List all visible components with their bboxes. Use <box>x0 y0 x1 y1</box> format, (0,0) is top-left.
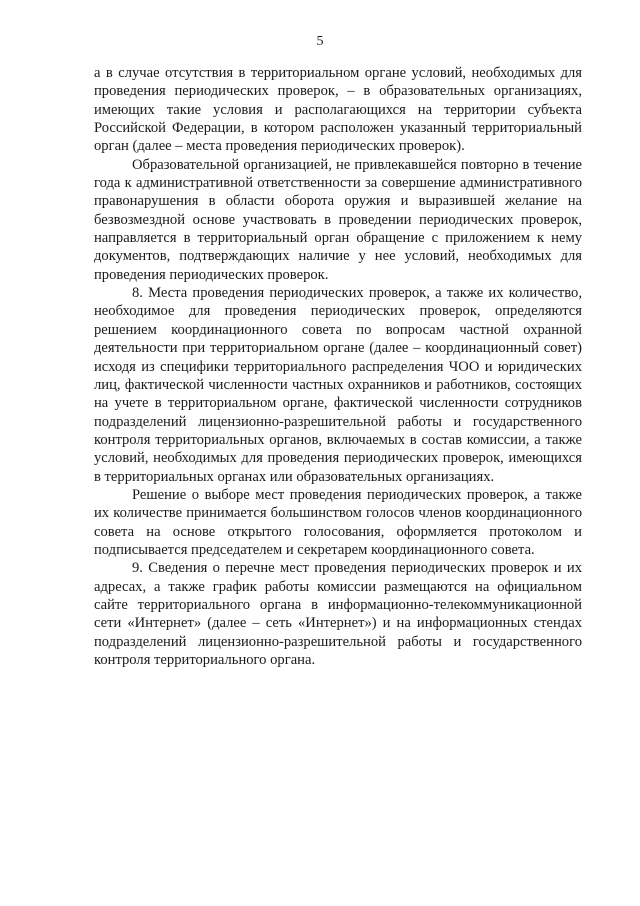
paragraph-2: Образовательной организацией, не привлекавшейся повторно в течение года к административной ответственности за совершение административного правонарушения в области оборота оружия и выразившей желание на безвозмездной основе участвовать в проведении периодических проверок, направляется в территориальный орган обращение с приложением к нему документов, подтверждающих наличие у нее условий, необходимых для проведения периодических проверок. <box>94 156 582 283</box>
paragraph-4: Решение о выборе мест проведения периодических проверок, а также их количестве принимается большинством голосов членов координационного совета на основе открытого голосования, оформляется протоколом и подписывается председателем и секретарем координационного совета. <box>94 486 582 558</box>
page-number: 5 <box>316 34 324 49</box>
paragraph-5: 9. Сведения о перечне мест проведения периодических проверок и их адресах, а также график работы комиссии размещаются на официальном сайте территориального органа в информационно-телекоммуникационной сети «Интернет» (далее – сеть «Интернет») и на информационных стендах подразделений лицензионно-разрешительной работы и государственного контроля территориального органа. <box>94 560 582 668</box>
paragraph-3: 8. Места проведения периодических проверок, а также их количество, необходимое для проведения периодических проверок, определяются решением координационного совета по вопросам частной охранной деятельности при территориальном органе (далее – координационный совет) исходя из специфики территориального распределения ЧОО и юридических лиц, фактической численности частных охранников и работников, состоящих на учете в территориальном органе, фактической численности сотрудников подразделений лицензионно-разрешительной работы и государственного контроля территориальных органов, включаемых в состав комиссии, а также условий, необходимых для проведения периодических проверок, имеющихся в территориальных органах или образовательных организациях. <box>94 285 582 485</box>
paragraph-1: а в случае отсутствия в территориальном органе условий, необходимых для проведения периодических проверок, – в образовательных организациях, имеющих такие условия и располагающихся на территории субъекта Российской Федерации, в котором расположен указанный территориальный орган (далее – места проведения периодических проверок). <box>94 65 582 155</box>
document-body <box>94 64 582 669</box>
